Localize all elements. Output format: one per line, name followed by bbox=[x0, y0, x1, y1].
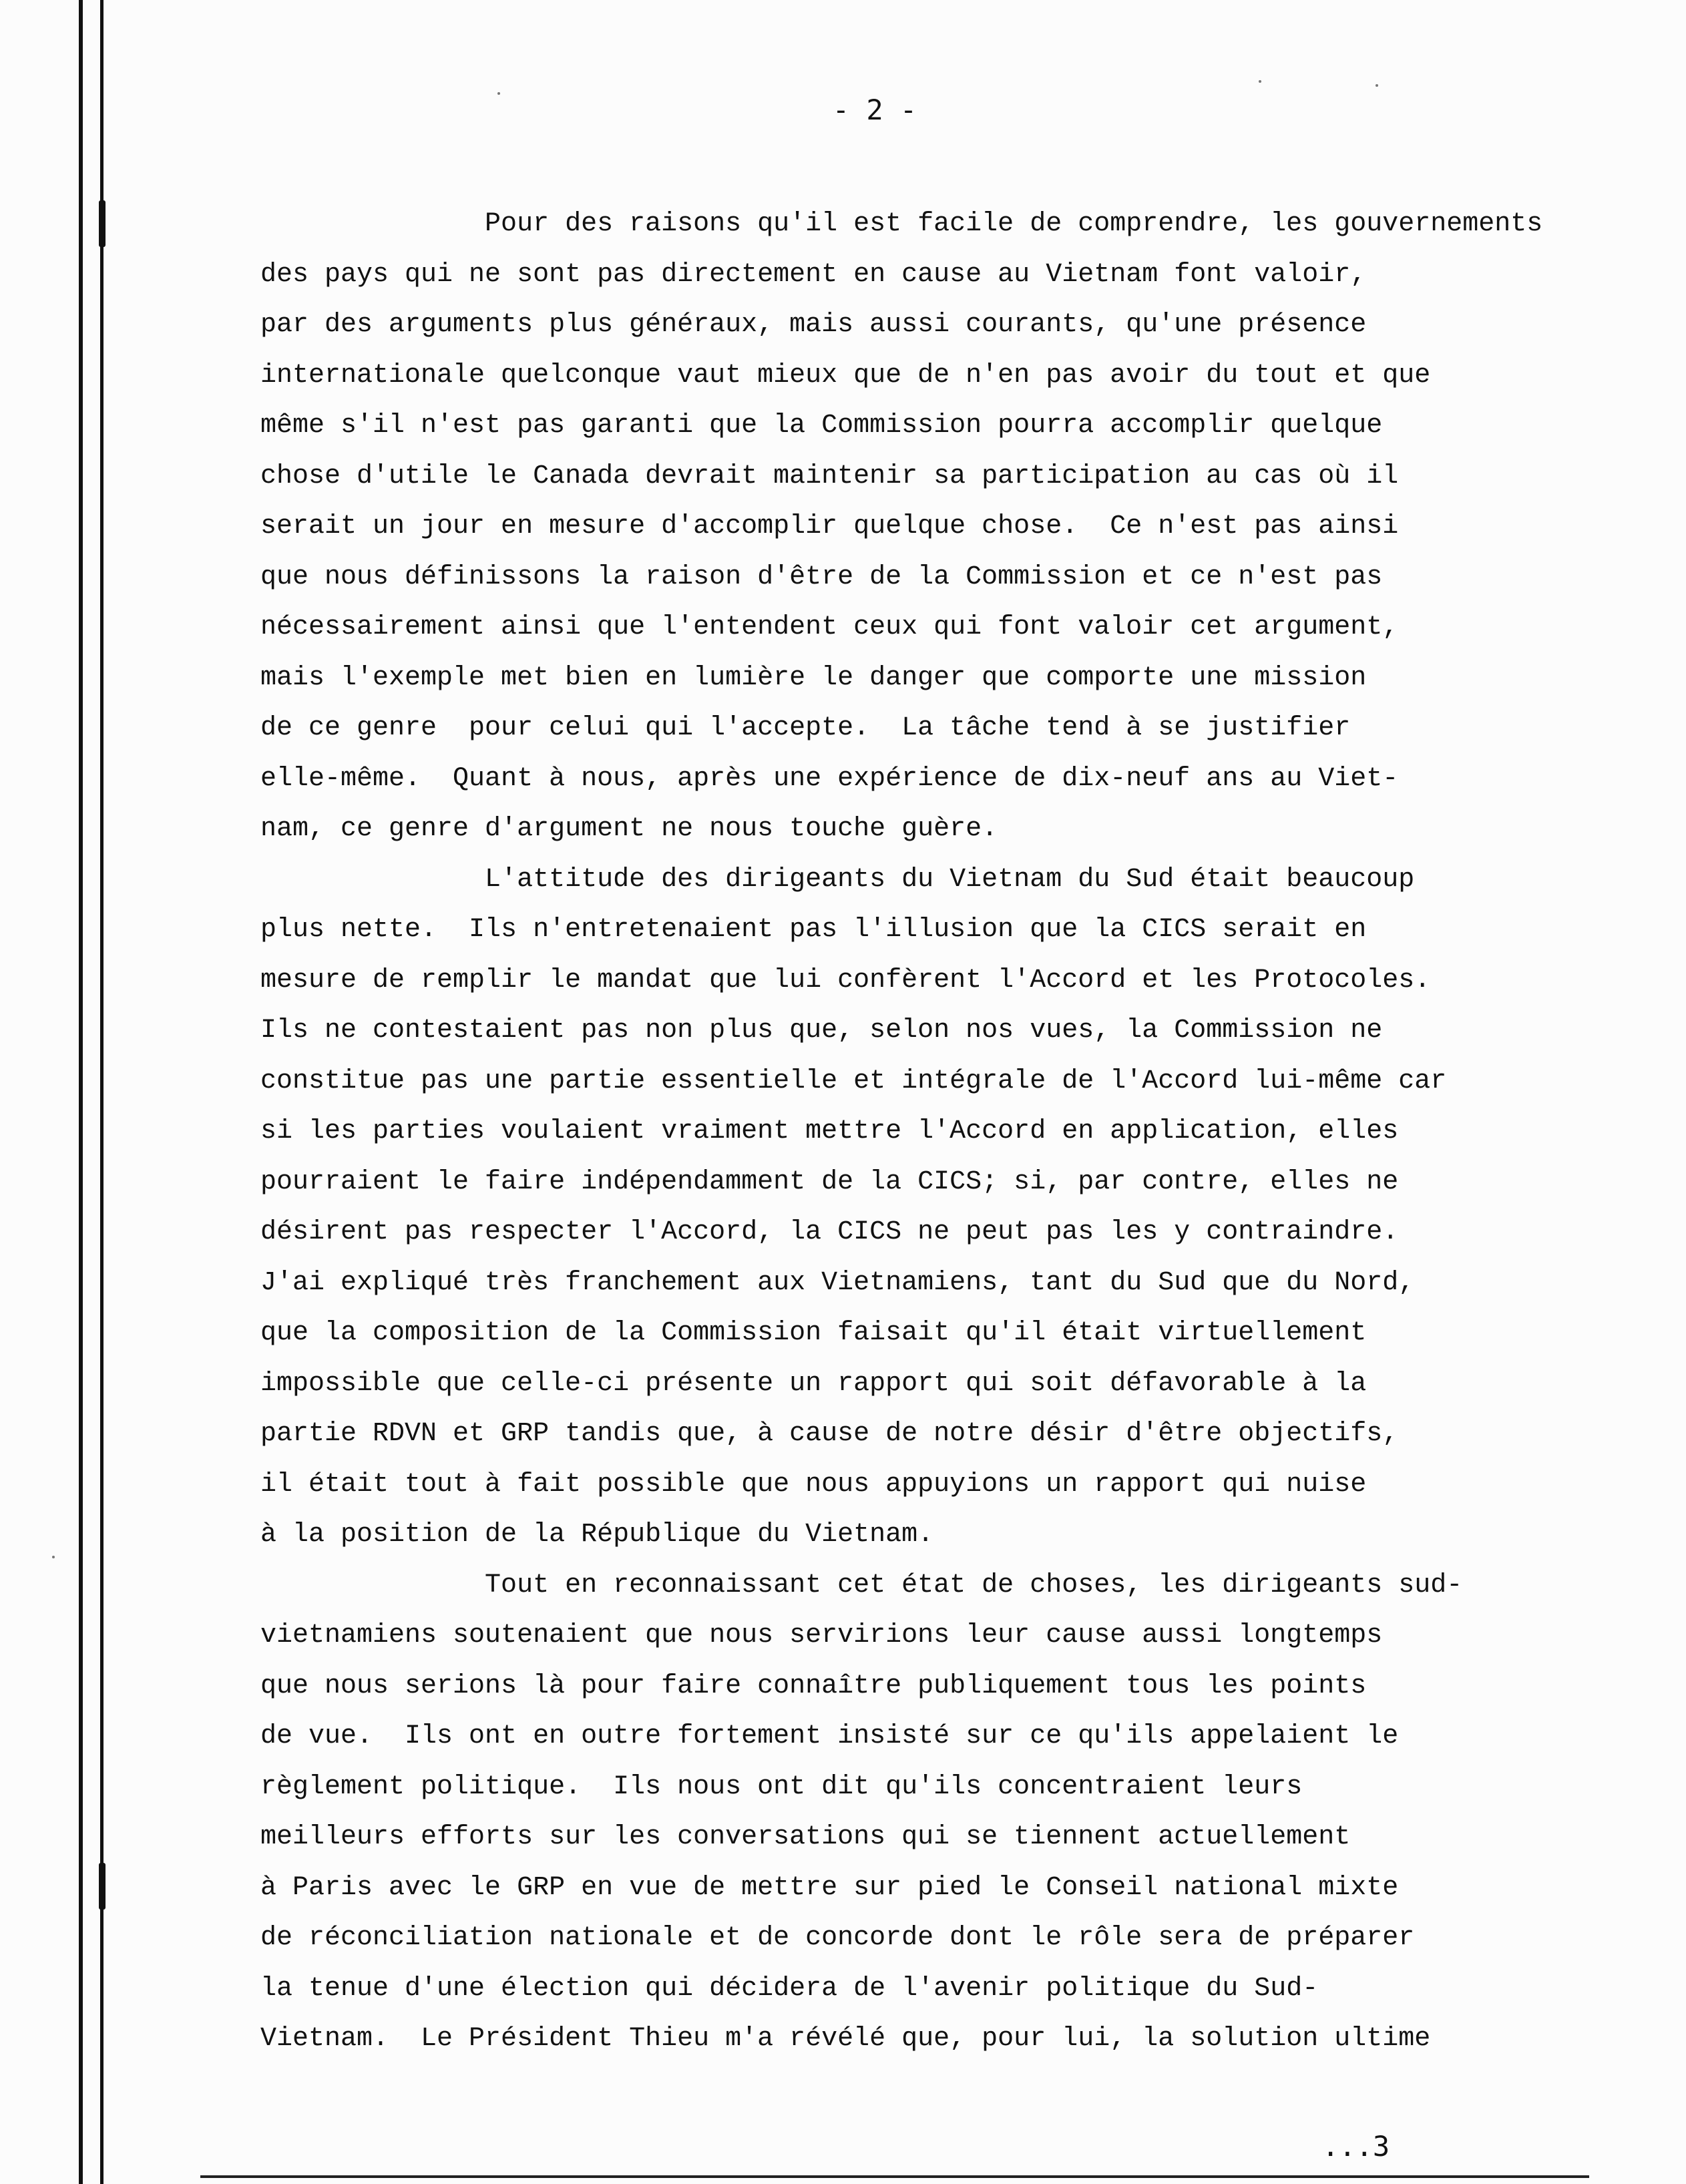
text-line: elle-même. Quant à nous, après une expérience de dix-neuf ans au Viet- bbox=[260, 763, 1399, 794]
text-line: mesure de remplir le mandat que lui confèrent l'Accord et les Protocoles. bbox=[260, 965, 1431, 996]
text-line: que nous serions là pour faire connaître publiquement tous les points bbox=[260, 1671, 1367, 1701]
text-line: si les parties voulaient vraiment mettre l'Accord en application, elles bbox=[260, 1116, 1399, 1146]
text-line: partie RDVN et GRP tandis que, à cause de notre désir d'être objectifs, bbox=[260, 1419, 1399, 1449]
page-number: - 2 - bbox=[832, 93, 917, 126]
text-line: serait un jour en mesure d'accomplir quelque chose. Ce n'est pas ainsi bbox=[260, 511, 1399, 541]
text-line: plus nette. Ils n'entretenaient pas l'illusion que la CICS serait en bbox=[260, 915, 1367, 945]
scan-speck bbox=[52, 1556, 55, 1558]
text-line: de réconciliation nationale et de concorde dont le rôle sera de préparer bbox=[260, 1923, 1415, 1953]
scan-speck bbox=[1259, 80, 1261, 83]
binder-clip-mark bbox=[99, 1863, 106, 1910]
text-line: Ils ne contestaient pas non plus que, selon nos vues, la Commission ne bbox=[260, 1016, 1383, 1046]
text-line: Pour des raisons qu'il est facile de comprendre, les gouvernements bbox=[260, 209, 1543, 239]
text-line: chose d'utile le Canada devrait maintenir sa participation au cas où il bbox=[260, 461, 1399, 491]
text-line: désirent pas respecter l'Accord, la CICS ne peut pas les y contraindre. bbox=[260, 1217, 1399, 1247]
binder-clip-mark bbox=[99, 200, 106, 247]
text-line: nécessairement ainsi que l'entendent ceux qui font valoir cet argument, bbox=[260, 612, 1399, 642]
continuation-marker: ...3 bbox=[1322, 2130, 1390, 2163]
binder-edge-line bbox=[79, 0, 83, 2184]
text-line: que nous définissons la raison d'être de la Commission et ce n'est pas bbox=[260, 562, 1383, 592]
text-line: par des arguments plus généraux, mais aussi courants, qu'une présence bbox=[260, 310, 1367, 340]
text-line: de vue. Ils ont en outre fortement insisté sur ce qu'ils appelaient le bbox=[260, 1721, 1399, 1751]
text-line: règlement politique. Ils nous ont dit qu'ils concentraient leurs bbox=[260, 1771, 1303, 1802]
text-line: impossible que celle-ci présente un rapport qui soit défavorable à la bbox=[260, 1368, 1367, 1399]
text-line: meilleurs efforts sur les conversations qui se tiennent actuellement bbox=[260, 1822, 1351, 1852]
bottom-rule bbox=[200, 2175, 1589, 2178]
binder-edge-line bbox=[100, 0, 103, 2184]
text-line: que la composition de la Commission faisait qu'il était virtuellement bbox=[260, 1318, 1367, 1348]
text-line: nam, ce genre d'argument ne nous touche guère. bbox=[260, 814, 998, 844]
text-line: de ce genre pour celui qui l'accepte. La tâche tend à se justifier bbox=[260, 713, 1351, 743]
text-line: à Paris avec le GRP en vue de mettre sur pied le Conseil national mixte bbox=[260, 1872, 1399, 1903]
text-line: vietnamiens soutenaient que nous servirions leur cause aussi longtemps bbox=[260, 1620, 1383, 1651]
text-line: il était tout à fait possible que nous appuyions un rapport qui nuise bbox=[260, 1469, 1367, 1500]
text-line: pourraient le faire indépendamment de la CICS; si, par contre, elles ne bbox=[260, 1166, 1399, 1197]
text-line: L'attitude des dirigeants du Vietnam du Sud était beaucoup bbox=[260, 864, 1415, 895]
scan-speck bbox=[497, 92, 500, 95]
text-line: Tout en reconnaissant cet état de choses, les dirigeants sud- bbox=[260, 1570, 1463, 1600]
text-line: Vietnam. Le Président Thieu m'a révélé que, pour lui, la solution ultime bbox=[260, 2024, 1431, 2054]
text-line: internationale quelconque vaut mieux que de n'en pas avoir du tout et que bbox=[260, 360, 1431, 391]
text-line: des pays qui ne sont pas directement en cause au Vietnam font valoir, bbox=[260, 259, 1367, 290]
scan-speck bbox=[1376, 84, 1378, 87]
text-line: mais l'exemple met bien en lumière le danger que comporte une mission bbox=[260, 662, 1367, 693]
text-line: constitue pas une partie essentielle et intégrale de l'Accord lui-même car bbox=[260, 1066, 1447, 1096]
text-line: à la position de la République du Vietnam. bbox=[260, 1520, 934, 1550]
body-text bbox=[260, 199, 1569, 2064]
text-line: la tenue d'une élection qui décidera de l'avenir politique du Sud- bbox=[260, 1973, 1319, 2004]
text-line: même s'il n'est pas garanti que la Commission pourra accomplir quelque bbox=[260, 411, 1383, 441]
text-line: J'ai expliqué très franchement aux Vietnamiens, tant du Sud que du Nord, bbox=[260, 1267, 1415, 1298]
